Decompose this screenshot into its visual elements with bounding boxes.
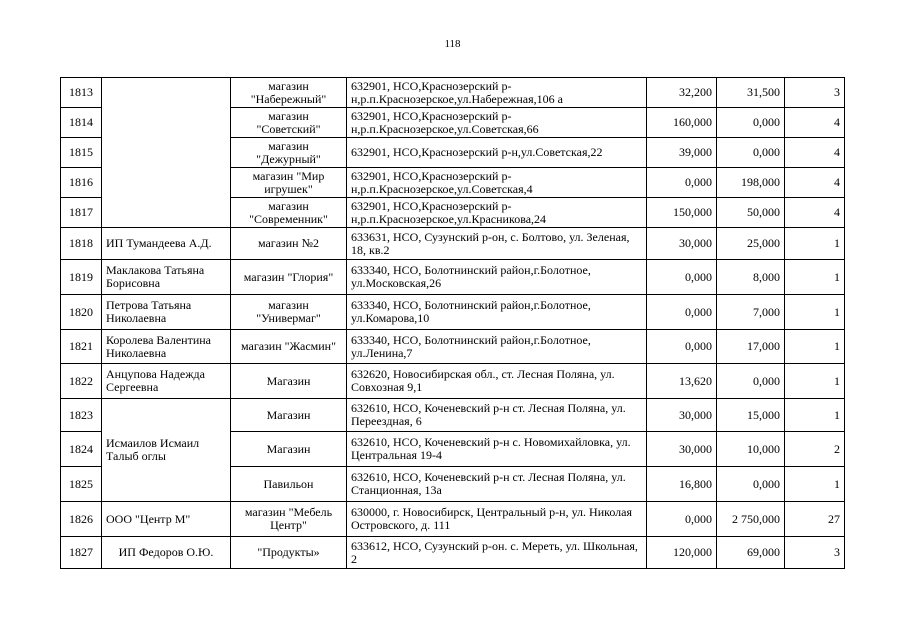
owner-cell: Исмаилов Исмаил Талыб оглы xyxy=(102,399,231,502)
table-row xyxy=(61,228,845,260)
value-1: 120,000 xyxy=(647,537,717,569)
owner-cell: Петрова Татьяна Николаевна xyxy=(102,295,231,330)
registry-table xyxy=(60,77,845,569)
value-2: 0,000 xyxy=(717,138,785,168)
address: 632901, НСО,Краснозерский р-н,р.п.Краснозерское,ул.Набережная,106 а xyxy=(347,78,647,108)
value-2: 198,000 xyxy=(717,168,785,198)
count: 4 xyxy=(785,168,845,198)
count: 1 xyxy=(785,295,845,330)
value-2: 0,000 xyxy=(717,108,785,138)
value-2: 31,500 xyxy=(717,78,785,108)
address: 632610, НСО, Коченевский р-н с. Новомихайловка, ул. Центральная 19-4 xyxy=(347,432,647,467)
object-name: Павильон xyxy=(231,467,347,502)
count: 1 xyxy=(785,260,845,295)
count: 27 xyxy=(785,502,845,537)
value-1: 32,200 xyxy=(647,78,717,108)
address: 632901, НСО,Краснозерский р-н,р.п.Краснозерское,ул.Советская,4 xyxy=(347,168,647,198)
count: 1 xyxy=(785,330,845,364)
registry-body xyxy=(61,78,845,569)
value-2: 10,000 xyxy=(717,432,785,467)
value-2: 2 750,000 xyxy=(717,502,785,537)
value-1: 150,000 xyxy=(647,198,717,228)
row-number: 1814 xyxy=(61,108,102,138)
count: 1 xyxy=(785,364,845,399)
object-name: магазин "Мебель Центр" xyxy=(231,502,347,537)
owner-cell: Королева Валентина Николаевна xyxy=(102,330,231,364)
value-1: 0,000 xyxy=(647,260,717,295)
value-1: 30,000 xyxy=(647,399,717,432)
value-2: 25,000 xyxy=(717,228,785,260)
row-number: 1824 xyxy=(61,432,102,467)
address: 633631, НСО, Сузунский р-он, с. Болтово, ул. Зеленая, 18, кв.2 xyxy=(347,228,647,260)
count: 4 xyxy=(785,138,845,168)
row-number: 1823 xyxy=(61,399,102,432)
object-name: магазин "Дежурный" xyxy=(231,138,347,168)
object-name: магазин "Мир игрушек" xyxy=(231,168,347,198)
value-2: 0,000 xyxy=(717,467,785,502)
address: 632901, НСО,Краснозерский р-н,р.п.Краснозерское,ул.Красникова,24 xyxy=(347,198,647,228)
address: 632620, Новосибирская обл., ст. Лесная Поляна, ул. Совхозная 9,1 xyxy=(347,364,647,399)
object-name: Магазин xyxy=(231,399,347,432)
address: 632901, НСО,Краснозерский р-н,ул.Советская,22 xyxy=(347,138,647,168)
object-name: магазин "Универмаг" xyxy=(231,295,347,330)
object-name: магазин "Жасмин" xyxy=(231,330,347,364)
address: 633340, НСО, Болотнинский район,г.Болотное, ул.Московская,26 xyxy=(347,260,647,295)
object-name: магазин "Набережный" xyxy=(231,78,347,108)
owner-cell: ИП Тумандеева А.Д. xyxy=(102,228,231,260)
row-number: 1827 xyxy=(61,537,102,569)
value-1: 0,000 xyxy=(647,168,717,198)
object-name: магазин "Глория" xyxy=(231,260,347,295)
count: 3 xyxy=(785,78,845,108)
address: 633340, НСО, Болотнинский район,г.Болотное, ул.Комарова,10 xyxy=(347,295,647,330)
row-number: 1813 xyxy=(61,78,102,108)
address: 630000, г. Новосибирск, Центральный р-н, ул. Николая Островского, д. 111 xyxy=(347,502,647,537)
value-2: 0,000 xyxy=(717,364,785,399)
value-2: 50,000 xyxy=(717,198,785,228)
value-2: 69,000 xyxy=(717,537,785,569)
row-number: 1821 xyxy=(61,330,102,364)
value-1: 0,000 xyxy=(647,295,717,330)
object-name: Магазин xyxy=(231,364,347,399)
owner-cell: ООО "Центр М" xyxy=(102,502,231,537)
row-number: 1820 xyxy=(61,295,102,330)
value-1: 160,000 xyxy=(647,108,717,138)
address: 633340, НСО, Болотнинский район,г.Болотное, ул.Ленина,7 xyxy=(347,330,647,364)
value-2: 17,000 xyxy=(717,330,785,364)
row-number: 1818 xyxy=(61,228,102,260)
table-row xyxy=(61,330,845,364)
table-row xyxy=(61,295,845,330)
table-row xyxy=(61,399,845,432)
row-number: 1825 xyxy=(61,467,102,502)
row-number: 1817 xyxy=(61,198,102,228)
count: 4 xyxy=(785,198,845,228)
object-name: магазин №2 xyxy=(231,228,347,260)
object-name: магазин "Современник" xyxy=(231,198,347,228)
value-2: 8,000 xyxy=(717,260,785,295)
count: 4 xyxy=(785,108,845,138)
value-2: 15,000 xyxy=(717,399,785,432)
row-number: 1822 xyxy=(61,364,102,399)
value-2: 7,000 xyxy=(717,295,785,330)
address: 632610, НСО, Коченевский р-н ст. Лесная Поляна, ул. Станционная, 13а xyxy=(347,467,647,502)
table-row xyxy=(61,502,845,537)
row-number: 1819 xyxy=(61,260,102,295)
count: 3 xyxy=(785,537,845,569)
row-number: 1826 xyxy=(61,502,102,537)
owner-cell xyxy=(102,78,231,228)
value-1: 39,000 xyxy=(647,138,717,168)
value-1: 13,620 xyxy=(647,364,717,399)
count: 1 xyxy=(785,467,845,502)
address: 632901, НСО,Краснозерский р-н,р.п.Краснозерское,ул.Советская,66 xyxy=(347,108,647,138)
address: 632610, НСО, Коченевский р-н ст. Лесная Поляна, ул. Переездная, 6 xyxy=(347,399,647,432)
page-number: 118 xyxy=(444,38,461,50)
table-row xyxy=(61,364,845,399)
table-row xyxy=(61,537,845,569)
owner-cell: Маклакова Татьяна Борисовна xyxy=(102,260,231,295)
object-name: Магазин xyxy=(231,432,347,467)
value-1: 30,000 xyxy=(647,432,717,467)
row-number: 1815 xyxy=(61,138,102,168)
owner-cell: Анцупова Надежда Сергеевна xyxy=(102,364,231,399)
object-name: магазин "Советский" xyxy=(231,108,347,138)
owner-cell: ИП Федоров О.Ю. xyxy=(102,537,231,569)
count: 1 xyxy=(785,228,845,260)
value-1: 0,000 xyxy=(647,502,717,537)
row-number: 1816 xyxy=(61,168,102,198)
table-row xyxy=(61,78,845,108)
value-1: 0,000 xyxy=(647,330,717,364)
count: 2 xyxy=(785,432,845,467)
count: 1 xyxy=(785,399,845,432)
table-row xyxy=(61,260,845,295)
value-1: 30,000 xyxy=(647,228,717,260)
object-name: "Продукты» xyxy=(231,537,347,569)
value-1: 16,800 xyxy=(647,467,717,502)
address: 633612, НСО, Сузунский р-он. с. Мереть, ул. Школьная, 2 xyxy=(347,537,647,569)
